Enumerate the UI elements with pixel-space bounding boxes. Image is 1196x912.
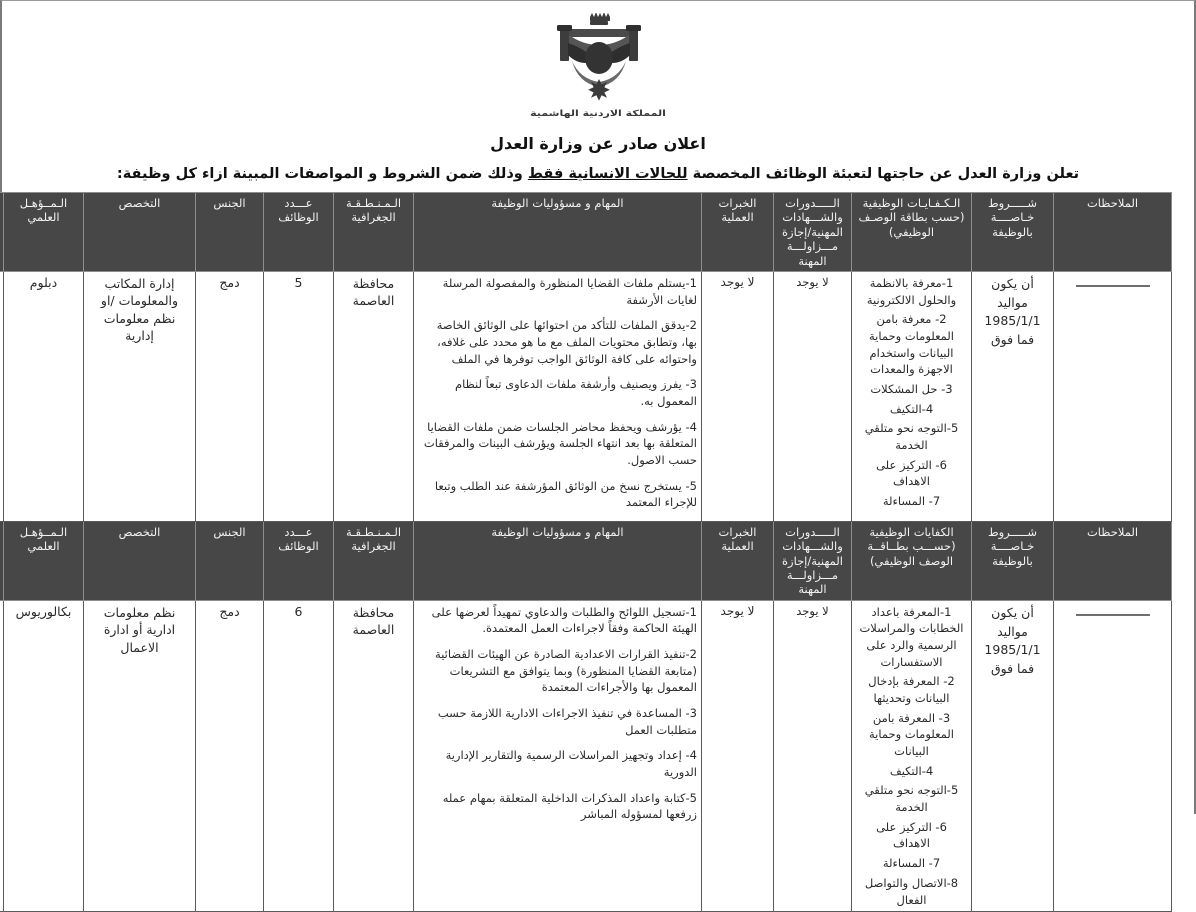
column-header-number-of-positions: عـــدد الوظائف — [264, 193, 334, 272]
cell-geographic-region — [334, 271, 414, 521]
jobs-table-body — [0, 193, 1172, 912]
column-header-number-of-positions: عـــدد الوظائف — [264, 521, 334, 600]
duty-item: 3- يفرز ويصنيف وأرشفة ملفات الدعاوى تبعاً لنظام المعمول به. — [455, 377, 697, 408]
cell-courses-certificates — [774, 271, 852, 521]
competency-item: 4-التكيف — [889, 401, 934, 416]
column-header-notes: الملاحظات — [1054, 521, 1172, 600]
column-header-geographic-region: الـمـنـطـقـة الجغرافية — [334, 193, 414, 272]
cell-duties-responsibilities — [414, 600, 702, 911]
competency-item: 6- التركيز على الاهداف — [876, 819, 947, 851]
cell-text: محافظة العاصمة — [352, 604, 395, 638]
competency-item: 7- المساءلة — [882, 856, 941, 871]
column-header-geographic-region: الـمـنـطـقـة الجغرافية — [334, 521, 414, 600]
competency-item: 5-التوجه نحو متلقي الخدمة — [864, 421, 959, 452]
cell-job-competencies — [852, 271, 972, 521]
table-header-row — [0, 521, 1172, 600]
column-header-specialization: التخصص — [84, 193, 196, 272]
cell-text: دمج — [219, 274, 240, 290]
cell-job-title — [0, 600, 4, 911]
competency-item: 5-التوجه نحو متلقي الخدمة — [864, 783, 959, 815]
table-header-row — [0, 193, 1172, 272]
column-header-duties-responsibilities: المهام و مسؤوليات الوظيفة — [414, 193, 702, 272]
cell-job-competencies — [852, 600, 972, 911]
cell-text: 5 — [294, 274, 303, 290]
column-header-job-title — [0, 521, 4, 600]
cell-academic-degree — [4, 271, 84, 521]
table-row — [0, 600, 1172, 911]
cell-number-of-positions — [264, 600, 334, 911]
competency-item: 3- المعرفة بامن المعلومات وحماية البيانات — [869, 710, 954, 759]
cell-gender — [196, 600, 264, 911]
notes-dash — [1076, 285, 1150, 287]
duty-item: 5-كتابة واعداد المذكرات الداخلية المتعلقة بمهام عمله زرفعها لمسؤوله المباشر — [442, 790, 697, 822]
competency-item: 7- المساءلة — [882, 493, 941, 508]
cell-courses-certificates — [774, 600, 852, 911]
column-header-gender: الجنس — [196, 193, 264, 272]
column-header-job-title — [0, 193, 4, 272]
cell-text: 6 — [294, 603, 303, 619]
column-header-practical-experience: الخبرات العملية — [702, 193, 774, 272]
cell-specialization — [84, 271, 196, 521]
column-header-job-competencies: الـكـفـايـات الوظيفية (حسب بطاقة الوصـف الوظيفي) — [852, 193, 972, 272]
table-row — [0, 271, 1172, 521]
column-header-special-conditions: شـــــروط خـاصــــة بالوظيفة — [972, 521, 1054, 600]
column-header-specialization: التخصص — [84, 521, 196, 600]
competency-item: 3- حل المشكلات — [870, 381, 953, 396]
duty-item: 2-يدقق الملفات للتأكد من احتوائها على الوثائق الخاصة بها، وتطابق محتويات الملف مع ما هو محدد على غلافه، واحتوائه على كافة الوثائق الواجب توفرها في الملف — [436, 318, 697, 366]
competency-item: 6- التركيز على الاهداف — [876, 457, 947, 489]
cell-text: أن يكون مواليد 1985/1/1 فما فوق — [984, 604, 1041, 676]
duty-item: 4- يؤرشف ويحفظ محاضر الجلسات ضمن ملفات القضايا المتعلقة بها بعد انتهاء الجلسة ويؤرشف البينات والمرفقات حسب الاصول. — [423, 419, 697, 467]
column-header-courses-certificates: الـــــدورات والشـــهادات المهنية/إجازة مـــزاولـــة المهنة — [774, 193, 852, 272]
cell-specialization — [84, 600, 196, 911]
cell-text: دبلوم — [29, 274, 58, 290]
cell-text: أن يكون مواليد 1985/1/1 فما فوق — [984, 275, 1041, 348]
column-header-practical-experience: الخبرات العملية — [702, 521, 774, 600]
duty-item: 3- المساعدة في تنفيذ الاجراءات الادارية اللازمة حسب متطلبات العمل — [437, 706, 697, 737]
column-header-notes: الملاحظات — [1054, 193, 1172, 272]
column-header-gender: الجنس — [196, 521, 264, 600]
subtitle-emphasis: للحالات الانسانية فقط — [527, 166, 688, 182]
cell-notes — [1054, 600, 1172, 911]
document-subtitle — [24, 166, 1172, 182]
competency-item: 8-الاتصال والتواصل الفعال — [864, 875, 959, 907]
cell-text: نظم معلومات ادارية أو ادارة الاعمال — [103, 604, 176, 655]
column-header-duties-responsibilities: المهام و مسؤوليات الوظيفة — [414, 521, 702, 600]
cell-text: محافظة العاصمة — [352, 275, 395, 309]
cell-text: لا يوجد — [796, 603, 829, 618]
cell-academic-degree — [4, 600, 84, 911]
duty-item: 1-يستلم ملفات القضايا المنظورة والمفصولة المرسلة لغايات الأرشفة — [442, 275, 697, 307]
jordan-emblem-icon — [538, 13, 658, 105]
cell-special-conditions — [972, 600, 1054, 911]
cell-duties-responsibilities — [414, 271, 702, 521]
duty-item: 1-تسجيل اللوائح والطلبات والدعاوي تمهيداً لعرضها على الهيئة الحاكمة وفقاً لاجراءات العمل المعتمدة. — [431, 604, 697, 636]
notes-dash — [1076, 614, 1150, 616]
competency-item: 1-المعرفة باعداد الخطابات والمراسلات الرسمية والرد على الاستفسارات — [859, 604, 964, 669]
column-header-job-competencies: الكفايات الوظيفية (حســـب بطــاقــة الوصف الوظيفي) — [852, 521, 972, 600]
column-header-academic-degree: الـمــؤهـل العلمي — [4, 193, 84, 272]
cell-text: إدارة المكاتب والمعلومات /او نظم معلومات إدارية — [100, 275, 179, 344]
jobs-table — [0, 192, 1172, 912]
page-title: اعلان صادر عن وزارة العدل — [490, 134, 706, 153]
competency-item: 2- معرفة بامن المعلومات وحماية البيانات واستخدام الاجهزة والمعدات — [869, 312, 954, 377]
cell-text: لا يوجد — [796, 274, 829, 289]
cell-practical-experience — [702, 271, 774, 521]
subtitle-part-1: تعلن وزارة العدل عن حاجتها لتعبئة الوظائف المخصصة — [687, 166, 1080, 182]
cell-text: لا يوجد — [720, 274, 755, 289]
cell-number-of-positions — [264, 271, 334, 521]
cell-text: لا يوجد — [720, 603, 755, 618]
competency-item: 1-معرفة بالانظمة والحلول الالكترونية — [866, 275, 957, 307]
duty-item: 4- إعداد وتجهيز المراسلات الرسمية والتقارير الإدارية الدورية — [445, 748, 697, 780]
column-header-academic-degree: الـمــؤهـل العلمي — [4, 521, 84, 600]
document-header — [24, 9, 1172, 182]
cell-special-conditions — [972, 271, 1054, 521]
duty-item: 2-تنفيذ القرارات الاعدادية الصادرة عن الهيئات القضائية (متابعة القضايا المنظورة) وبما يتوافق مع التشريعات المعمول بها والأجراءات المعتمدة — [435, 647, 697, 695]
cell-gender — [196, 271, 264, 521]
cell-text: دمج — [219, 603, 240, 619]
emblem-caption: المملكة الاردنية الهاشمية — [530, 108, 666, 119]
cell-notes — [1054, 271, 1172, 521]
competency-item: 4-التكيف — [889, 763, 934, 778]
column-header-special-conditions: شـــــروط خـاصــــة بالوظيفة — [972, 193, 1054, 272]
subtitle-part-2: وذلك ضمن الشروط و المواصفات المبينة ازاء كل وظيفة: — [116, 166, 528, 182]
cell-job-title — [0, 271, 4, 521]
competency-item: 2- المعرفة بإدخال البيانات وتحديثها — [868, 674, 955, 706]
cell-geographic-region — [334, 600, 414, 911]
cell-text: بكالوريوس — [15, 603, 72, 619]
cell-practical-experience — [702, 600, 774, 911]
column-header-courses-certificates: الـــــدورات والشـــهادات المهنية/إجازة مـــزاولـــة المهنة — [774, 521, 852, 600]
duty-item: 5- يستخرج نسخ من الوثائق المؤرشفة عند الطلب وتبعا للإجراء المعتمد — [434, 478, 697, 510]
